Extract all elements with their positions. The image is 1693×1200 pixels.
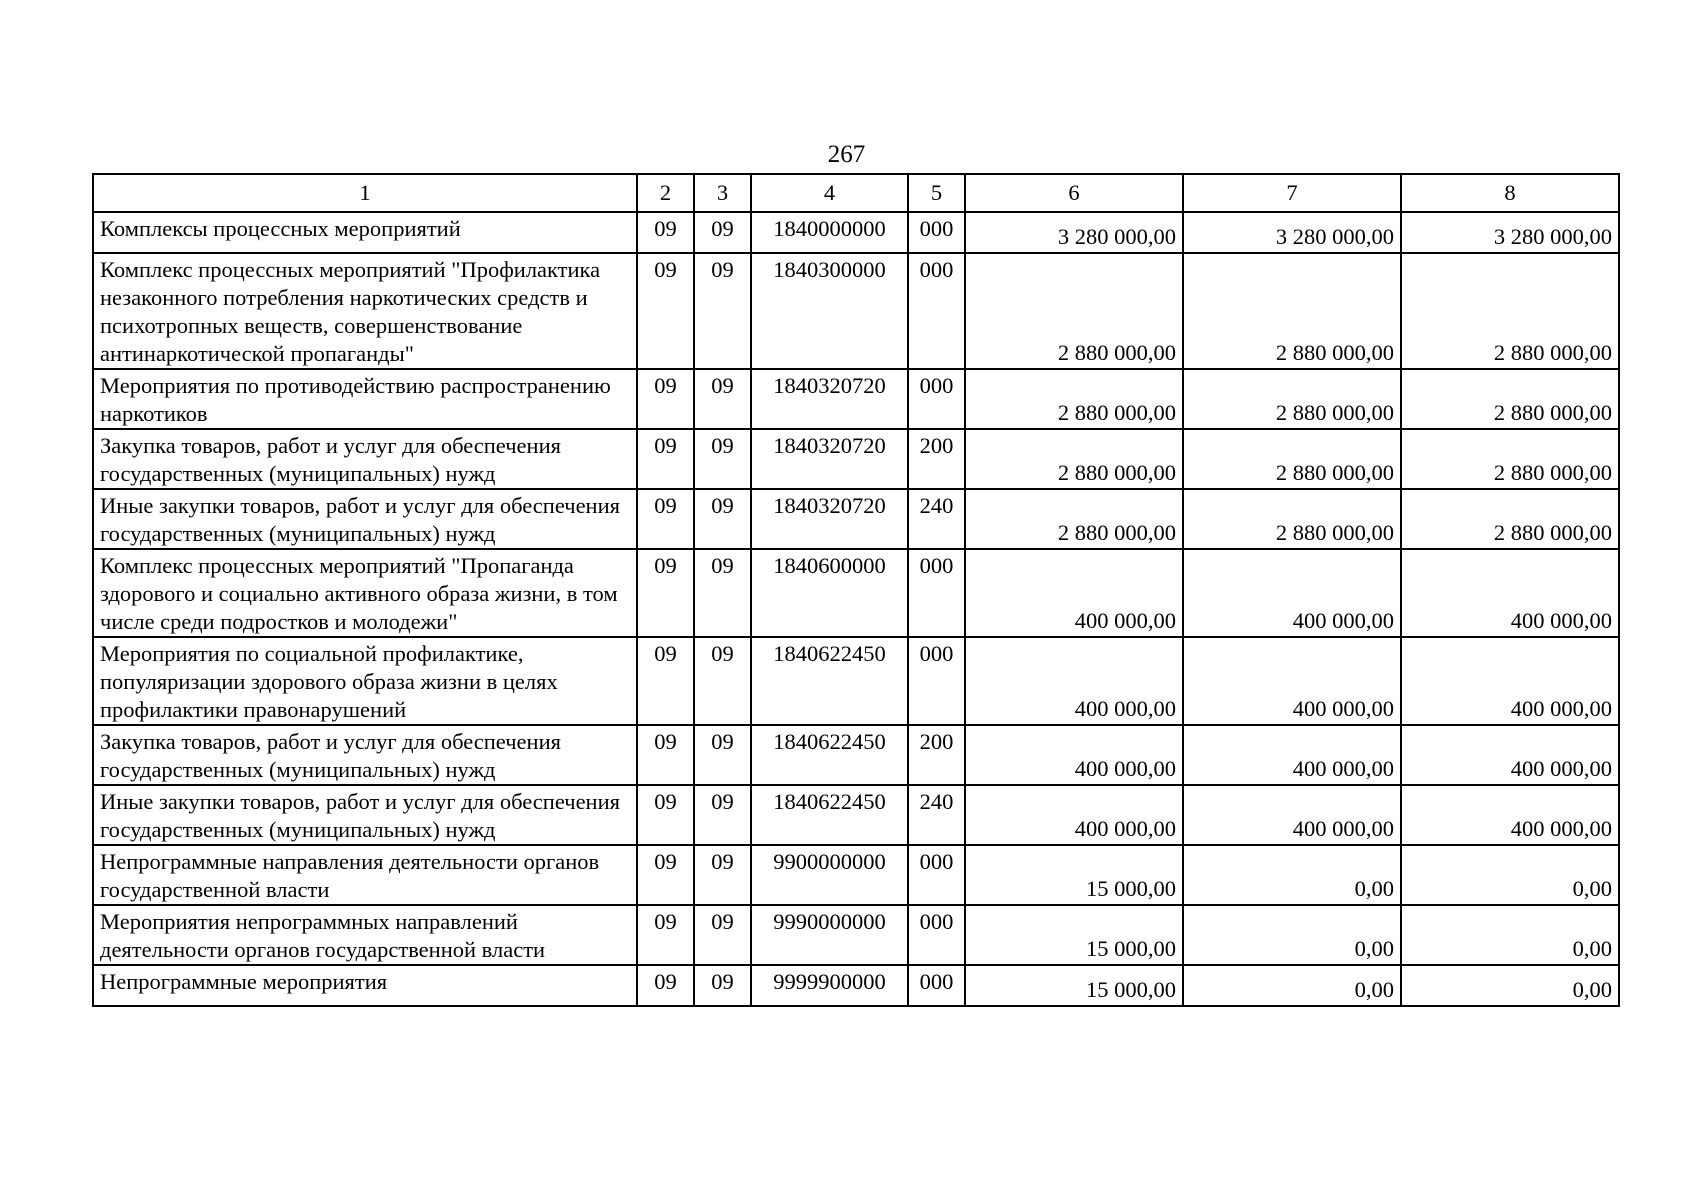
section-code: 09 [637, 489, 694, 549]
table-row [93, 845, 1619, 905]
column-header: 7 [1183, 174, 1401, 212]
table-row [93, 785, 1619, 845]
subsection-code: 09 [694, 549, 751, 637]
section-code: 09 [637, 905, 694, 965]
amount-col6: 400 000,00 [965, 637, 1183, 725]
table-row [93, 489, 1619, 549]
target-article-code: 1840600000 [751, 549, 908, 637]
amount-col8: 2 880 000,00 [1401, 489, 1619, 549]
expense-type-code: 000 [908, 549, 965, 637]
amount-col7: 400 000,00 [1183, 785, 1401, 845]
target-article-code: 1840320720 [751, 369, 908, 429]
column-header: 2 [637, 174, 694, 212]
row-name: Непрограммные мероприятия [93, 965, 637, 1006]
row-name: Мероприятия по социальной профилактике, популяризации здорового образа жизни в целях профилактики правонарушений [93, 637, 637, 725]
amount-col6: 2 880 000,00 [965, 253, 1183, 369]
subsection-code: 09 [694, 429, 751, 489]
amount-col6: 15 000,00 [965, 965, 1183, 1006]
amount-col7: 400 000,00 [1183, 549, 1401, 637]
subsection-code: 09 [694, 253, 751, 369]
section-code: 09 [637, 212, 694, 253]
table-row [93, 637, 1619, 725]
row-name: Иные закупки товаров, работ и услуг для обеспечения государственных (муниципальных) нужд [93, 785, 637, 845]
amount-col6: 2 880 000,00 [965, 369, 1183, 429]
target-article-code: 1840622450 [751, 785, 908, 845]
amount-col7: 0,00 [1183, 845, 1401, 905]
amount-col7: 3 280 000,00 [1183, 212, 1401, 253]
subsection-code: 09 [694, 489, 751, 549]
expense-type-code: 200 [908, 725, 965, 785]
subsection-code: 09 [694, 725, 751, 785]
table-row [93, 725, 1619, 785]
target-article-code: 9900000000 [751, 845, 908, 905]
amount-col7: 0,00 [1183, 905, 1401, 965]
row-name: Комплексы процессных мероприятий [93, 212, 637, 253]
column-header: 4 [751, 174, 908, 212]
section-code: 09 [637, 549, 694, 637]
amount-col7: 400 000,00 [1183, 725, 1401, 785]
amount-col6: 2 880 000,00 [965, 489, 1183, 549]
amount-col8: 400 000,00 [1401, 725, 1619, 785]
amount-col8: 2 880 000,00 [1401, 429, 1619, 489]
expense-type-code: 000 [908, 905, 965, 965]
row-name: Комплекс процессных мероприятий "Профилактика незаконного потребления наркотических средств и психотропных веществ, совершенствование антинаркотической пропаганды" [93, 253, 637, 369]
amount-col8: 400 000,00 [1401, 637, 1619, 725]
column-header: 3 [694, 174, 751, 212]
amount-col6: 400 000,00 [965, 785, 1183, 845]
column-header: 5 [908, 174, 965, 212]
page-number: 267 [827, 141, 866, 168]
amount-col8: 3 280 000,00 [1401, 212, 1619, 253]
target-article-code: 9990000000 [751, 905, 908, 965]
subsection-code: 09 [694, 965, 751, 1006]
expense-type-code: 240 [908, 489, 965, 549]
header-row [93, 174, 1619, 212]
table-row [93, 429, 1619, 489]
expense-type-code: 000 [908, 637, 965, 725]
row-name: Закупка товаров, работ и услуг для обеспечения государственных (муниципальных) нужд [93, 725, 637, 785]
subsection-code: 09 [694, 637, 751, 725]
amount-col7: 2 880 000,00 [1183, 489, 1401, 549]
section-code: 09 [637, 845, 694, 905]
row-name: Комплекс процессных мероприятий "Пропаганда здорового и социально активного образа жизни, в том числе среди подростков и молодежи" [93, 549, 637, 637]
amount-col7: 2 880 000,00 [1183, 429, 1401, 489]
row-name: Иные закупки товаров, работ и услуг для обеспечения государственных (муниципальных) нужд [93, 489, 637, 549]
row-name: Закупка товаров, работ и услуг для обеспечения государственных (муниципальных) нужд [93, 429, 637, 489]
table-row [93, 212, 1619, 253]
section-code: 09 [637, 369, 694, 429]
expense-type-code: 000 [908, 212, 965, 253]
amount-col7: 2 880 000,00 [1183, 369, 1401, 429]
target-article-code: 9999900000 [751, 965, 908, 1006]
amount-col7: 2 880 000,00 [1183, 253, 1401, 369]
column-header: 8 [1401, 174, 1619, 212]
row-name: Непрограммные направления деятельности органов государственной власти [93, 845, 637, 905]
expense-type-code: 000 [908, 253, 965, 369]
amount-col7: 0,00 [1183, 965, 1401, 1006]
column-header: 1 [93, 174, 637, 212]
section-code: 09 [637, 785, 694, 845]
amount-col6: 15 000,00 [965, 845, 1183, 905]
target-article-code: 1840320720 [751, 429, 908, 489]
amount-col6: 400 000,00 [965, 549, 1183, 637]
section-code: 09 [637, 965, 694, 1006]
amount-col6: 3 280 000,00 [965, 212, 1183, 253]
section-code: 09 [637, 637, 694, 725]
amount-col8: 0,00 [1401, 845, 1619, 905]
expense-type-code: 000 [908, 845, 965, 905]
subsection-code: 09 [694, 905, 751, 965]
table-row [93, 253, 1619, 369]
section-code: 09 [637, 429, 694, 489]
column-header: 6 [965, 174, 1183, 212]
amount-col8: 2 880 000,00 [1401, 369, 1619, 429]
subsection-code: 09 [694, 369, 751, 429]
table-row [93, 549, 1619, 637]
target-article-code: 1840622450 [751, 637, 908, 725]
amount-col8: 400 000,00 [1401, 785, 1619, 845]
expense-type-code: 000 [908, 369, 965, 429]
table-row [93, 905, 1619, 965]
amount-col6: 15 000,00 [965, 905, 1183, 965]
row-name: Мероприятия непрограммных направлений деятельности органов государственной власти [93, 905, 637, 965]
target-article-code: 1840320720 [751, 489, 908, 549]
subsection-code: 09 [694, 845, 751, 905]
amount-col8: 400 000,00 [1401, 549, 1619, 637]
expense-type-code: 200 [908, 429, 965, 489]
target-article-code: 1840300000 [751, 253, 908, 369]
amount-col8: 0,00 [1401, 965, 1619, 1006]
expense-type-code: 240 [908, 785, 965, 845]
amount-col8: 2 880 000,00 [1401, 253, 1619, 369]
expense-type-code: 000 [908, 965, 965, 1006]
amount-col6: 2 880 000,00 [965, 429, 1183, 489]
budget-table [92, 173, 1620, 1007]
row-name: Мероприятия по противодействию распространению наркотиков [93, 369, 637, 429]
target-article-code: 1840622450 [751, 725, 908, 785]
table-row [93, 965, 1619, 1006]
amount-col6: 400 000,00 [965, 725, 1183, 785]
amount-col7: 400 000,00 [1183, 637, 1401, 725]
subsection-code: 09 [694, 212, 751, 253]
section-code: 09 [637, 725, 694, 785]
target-article-code: 1840000000 [751, 212, 908, 253]
table-row [93, 369, 1619, 429]
section-code: 09 [637, 253, 694, 369]
subsection-code: 09 [694, 785, 751, 845]
amount-col8: 0,00 [1401, 905, 1619, 965]
